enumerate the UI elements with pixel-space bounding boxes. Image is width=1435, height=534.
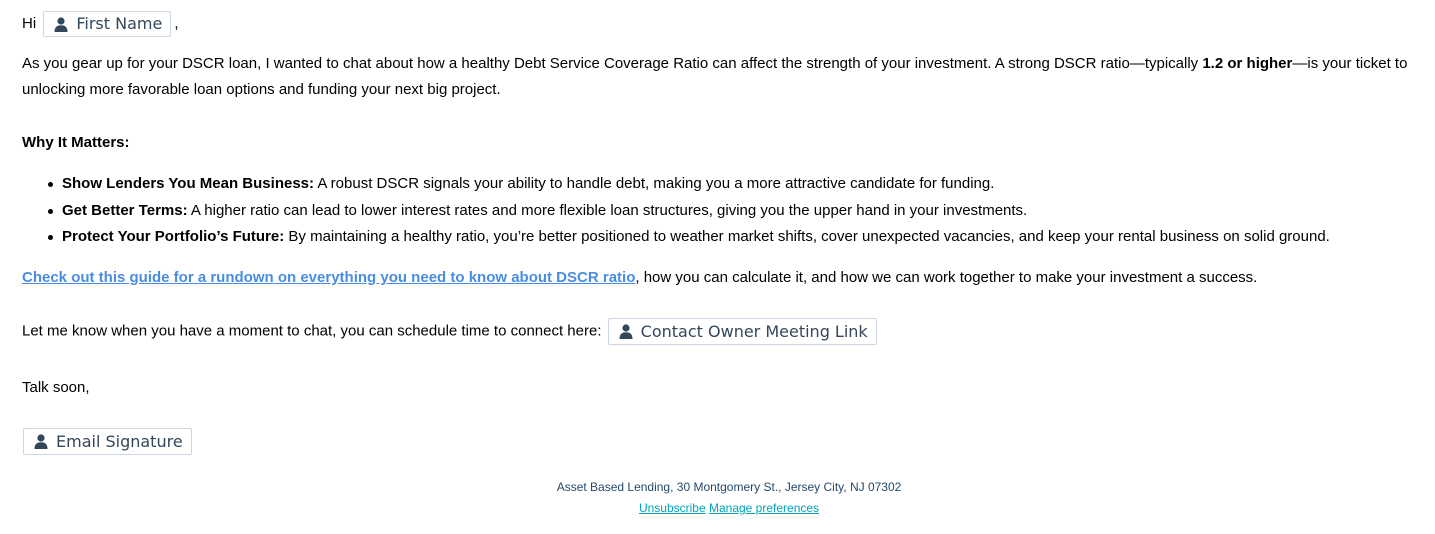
bullet-text: A robust DSCR signals your ability to handle debt, making you a more attractive candidate for funding. — [314, 175, 995, 192]
email-signature-token-label: Email Signature — [56, 431, 183, 451]
closing-label: Talk soon, — [22, 379, 90, 396]
meeting-link-token-label: Contact Owner Meeting Link — [640, 321, 868, 341]
intro-text-start: As you gear up for your DSCR loan, I wanted to chat about how a healthy Debt Service Coverage Ratio can affect the strength of your investment. A strong DSCR ratio—typically — [22, 55, 1203, 72]
person-icon — [619, 324, 633, 339]
schedule-text: Let me know when you have a moment to chat, you can schedule time to connect here: — [22, 322, 602, 340]
person-icon — [54, 17, 68, 32]
bullet-text: By maintaining a healthy ratio, you’re better positioned to weather market shifts, cover unexpected vacancies, and keep your rental business on solid ground. — [284, 228, 1330, 245]
footer-links — [0, 501, 1435, 515]
why-heading-text: Why It Matters: — [22, 134, 130, 151]
schedule-line — [22, 318, 877, 345]
first-name-token-label: First Name — [76, 14, 163, 34]
first-name-personalization-token[interactable] — [43, 11, 171, 37]
intro-paragraph — [22, 51, 1417, 103]
email-signature-personalization-token[interactable] — [23, 428, 192, 455]
benefits-list — [22, 171, 1330, 251]
guide-text-after: , how you can calculate it, and how we can work together to make your investment a success. — [635, 269, 1258, 286]
why-it-matters-heading — [22, 130, 130, 156]
unsubscribe-link[interactable]: Unsubscribe — [638, 501, 706, 515]
greeting-line — [22, 11, 178, 37]
list-item — [62, 171, 1330, 198]
greeting-hi: Hi — [22, 15, 37, 32]
meeting-link-personalization-token[interactable] — [608, 318, 877, 345]
list-item — [62, 224, 1330, 251]
manage-preferences-link[interactable]: Manage preferences — [708, 501, 820, 515]
guide-paragraph — [22, 265, 1257, 291]
dscr-guide-link[interactable]: Check out this guide for a rundown on everything you need to know about DSCR ratio — [22, 269, 636, 286]
intro-bold-ratio: 1.2 or higher — [1202, 55, 1293, 72]
person-icon — [34, 434, 48, 449]
greeting-comma: , — [174, 15, 179, 32]
bullet-title: Protect Your Portfolio’s Future: — [62, 228, 285, 245]
bullet-title: Show Lenders You Mean Business: — [62, 175, 314, 192]
bullet-text: A higher ratio can lead to lower interest rates and more flexible loan structures, giving you the upper hand in your investments. — [187, 201, 1028, 219]
signature-line — [23, 428, 192, 455]
bullet-title: Get Better Terms: — [62, 201, 188, 219]
closing-text — [22, 375, 90, 401]
list-item — [62, 198, 1330, 225]
footer-address — [0, 480, 1435, 494]
intro-text-end: —is your ticket to unlocking more favorable loan options and funding your next big project. — [22, 55, 1408, 98]
footer-address-text: Asset Based Lending, 30 Montgomery St., Jersey City, NJ 07302 — [556, 480, 902, 494]
